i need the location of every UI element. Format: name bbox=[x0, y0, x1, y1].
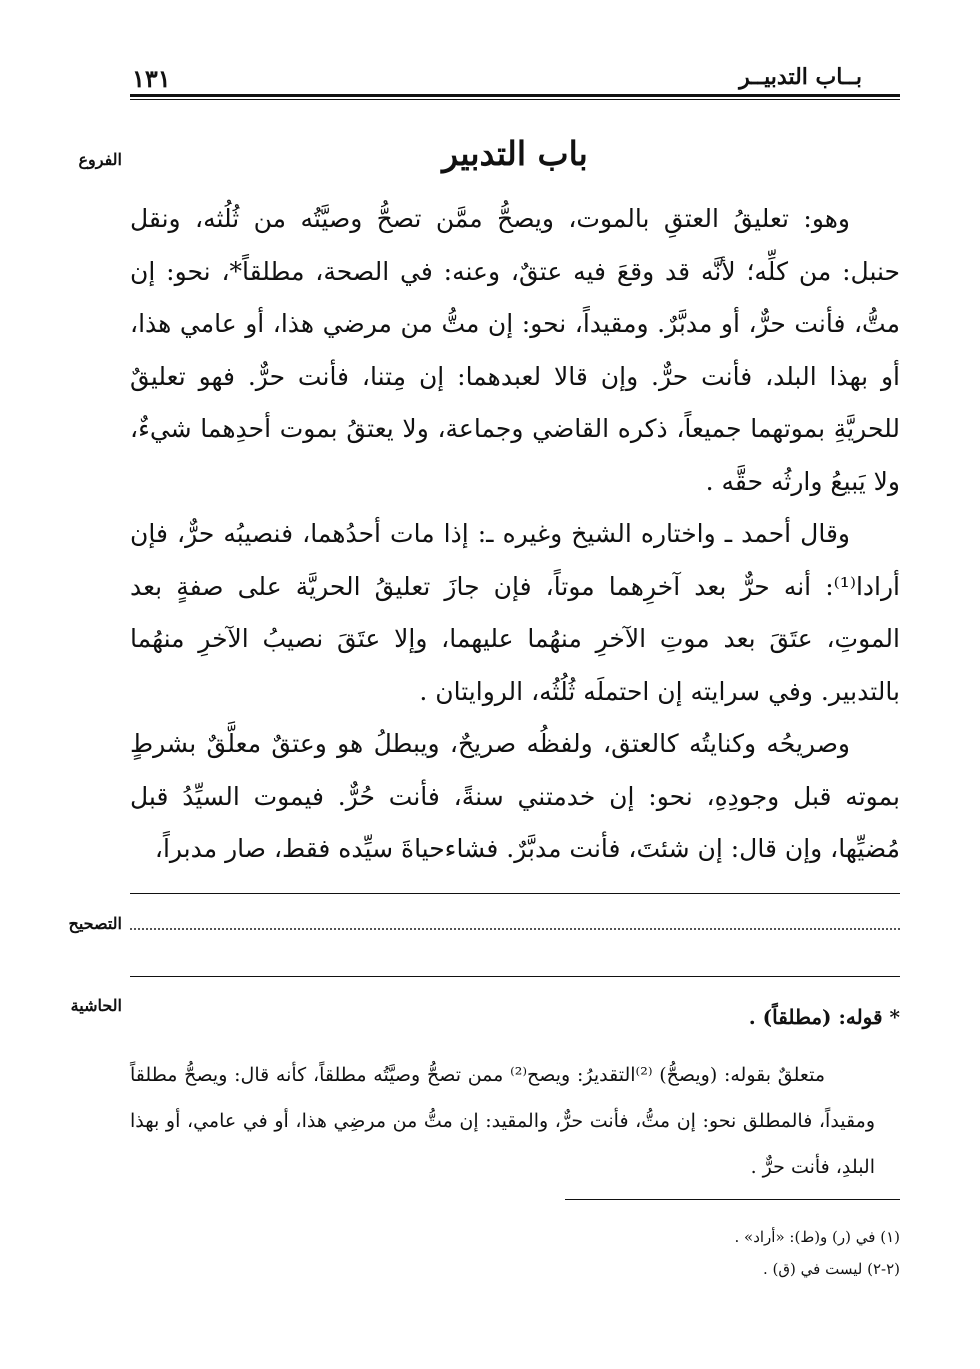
main-paragraph: وهو: تعليقُ العتقِ بالموت، ويصحُّ ممَّن تصحُّ وصيَّتُه من ثُلُثه، ونقل حنبل: من كلِّه؛ لأنَّه قد وقعَ فيه عتقٌ، وعنه: في الصحة، مطلقاً*، نحو: إن متُّ، فأنت حرٌّ، أو مدبَّرٌ. ومقيداً، نحو: إن متُّ من مرضي هذا، أو عامي هذا، أو بهذا البلد، فأنت حرٌّ. وإن قالا لعبدهما: إن مِتنا، فأنت حرٌّ. فهو تعليقٌ للحريَّةِ بموتهما جميعاً، ذكره القاضي وجماعة، ولا يعتقُ بموت أحدِهما شيءٌ، ولا يَبيعُ وارثُه حقَّه . bbox=[130, 204, 900, 496]
main-paragraph: وصريحُه وكنايتُه كالعتق، ولفظُه صريحٌ، ويبطلُ هو وعتقٌ معلَّقٌ بشرطٍ بموته قبل وجودِهِ، نحو: إن خدمتني سنةً، فأنت حُرٌّ. فيموت السيِّدُ قبل مُضيِّها، وإن قال: إن شئتَ، فأنت مدبَّرٌ. فشاءحياةَ سيِّده فقط، صار مدبراً، bbox=[130, 729, 900, 863]
page-number: ١٣١ bbox=[132, 64, 171, 93]
footnote: (١) في (ر) و(ط): «أراد» . bbox=[734, 1228, 900, 1246]
footnote: (٢-٢) ليست في (ق) . bbox=[763, 1260, 900, 1278]
section-divider bbox=[130, 976, 900, 977]
margin-label-hashiya: الحاشية bbox=[70, 996, 122, 1015]
running-header-title: بــاب التدبيــر bbox=[739, 64, 862, 90]
main-text bbox=[130, 193, 900, 876]
margin-label-correction: التصحيح bbox=[68, 914, 122, 933]
chapter-title: باب التدبير bbox=[442, 134, 588, 173]
correction-dotted-line bbox=[130, 928, 900, 930]
hashiya-paragraph: متعلقٌ بقوله: (ويصحُّ) ⁽²⁾التقديرُ: ويصح⁽²⁾ ممن تصحُّ وصيَّتُه مطلقاً، كأنه قال: ويصحُّ مطلقاً ومقيداً، فالمطلق نحو: إن متُّ، فأنت حرٌّ، والمقيد: إن متُّ من مرضِي هذا، أو في عامي، أو بهذا البلدِ، فأنت حرٌّ . bbox=[130, 1064, 875, 1178]
footnotes bbox=[130, 1221, 900, 1285]
footnote-rule bbox=[565, 1199, 900, 1200]
hashiya-heading: * قوله: (مطلقاً) . bbox=[748, 1005, 900, 1029]
hashiya-body bbox=[130, 1052, 875, 1190]
section-divider bbox=[130, 893, 900, 894]
margin-label-branches: الفروع bbox=[78, 150, 122, 169]
header-rule-thin bbox=[130, 99, 900, 100]
main-paragraph: وقال أحمد ـ واختاره الشيخ وغيره ـ: إذا مات أحدُهما، فنصيبُه حرٌّ، فإن أرادا⁽¹⁾: أنه حرٌّ بعد آخرِهما موتاً، فإن جازَ تعليقُ الحريَّة على صفةٍ بعد الموتِ، عتَقَ بعد موتِ الآخرِ منهُما عليهما، وإلا عتَقَ نصيبُ الآخرِ منهُما بالتدبير. وفي سرايته إن احتملَه ثُلُثُه، الروايتان . bbox=[130, 519, 900, 706]
header-rule-thick bbox=[130, 94, 900, 97]
